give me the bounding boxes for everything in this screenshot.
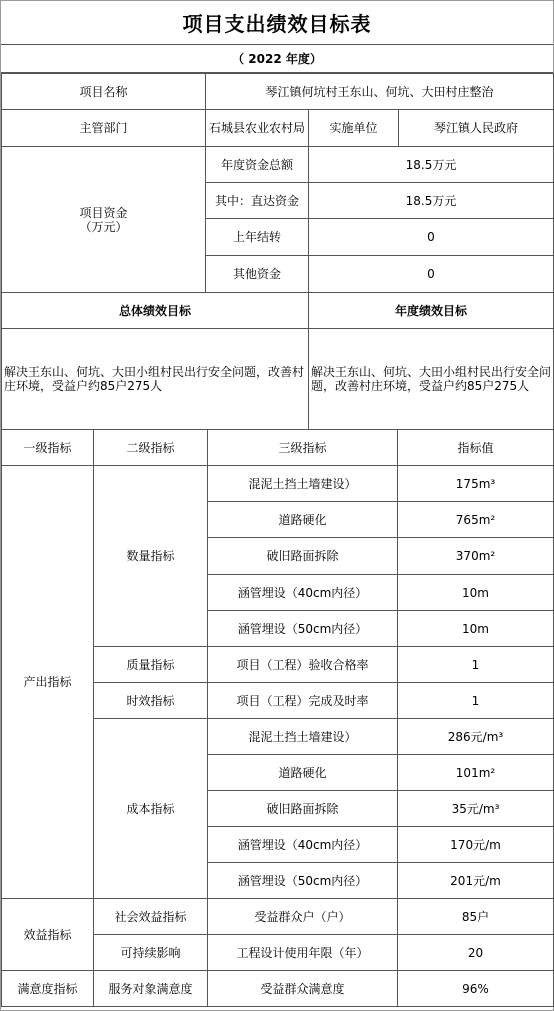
- indicator-name: 混泥土挡土墙建设）: [208, 719, 398, 755]
- indicator-name: 受益群众满意度: [208, 971, 398, 1007]
- indicator-name: 项目（工程）完成及时率: [208, 683, 398, 719]
- indicator-name: 涵管埋设（50cm内径）: [208, 863, 398, 899]
- indicator-name: 受益群众户（户）: [208, 899, 398, 935]
- fund-row-value: 18.5万元: [309, 183, 554, 219]
- indicator-name: 涵管埋设（40cm内径）: [208, 827, 398, 863]
- indicator-name: 道路硬化: [208, 755, 398, 791]
- impl-label: 实施单位: [309, 110, 399, 147]
- indicator-name: 道路硬化: [208, 502, 398, 538]
- indicator-name: 混泥土挡土墙建设）: [208, 466, 398, 502]
- indicator-value: 170元/m: [398, 827, 554, 863]
- annual-goal-text: 解决王东山、何坑、大田小组村民出行安全问题，改善村庄环境，受益户约85户275人: [309, 329, 554, 430]
- benefit-indicator-label: 效益指标: [2, 899, 94, 971]
- indicator-value: 286元/m³: [398, 719, 554, 755]
- cost-indicator-label: 成本指标: [94, 719, 208, 899]
- header-level3: 三级指标: [208, 430, 398, 466]
- social-benefit-label: 社会效益指标: [94, 899, 208, 935]
- indicator-name: 工程设计使用年限（年）: [208, 935, 398, 971]
- sustainability-label: 可持续影响: [94, 935, 208, 971]
- annual-goal-header: 年度绩效目标: [309, 293, 554, 329]
- indicator-value: 10m: [398, 611, 554, 647]
- header-level2: 二级指标: [94, 430, 208, 466]
- quantity-indicator-label: 数量指标: [94, 466, 208, 647]
- indicator-table: [1, 429, 554, 1007]
- header-value: 指标值: [398, 430, 554, 466]
- dept-value: 石城县农业农村局: [206, 110, 309, 147]
- funds-label: 项目资金 （万元）: [2, 147, 206, 293]
- quality-indicator-label: 质量指标: [94, 647, 208, 683]
- indicator-value: 20: [398, 935, 554, 971]
- impl-value: 琴江镇人民政府: [399, 110, 554, 147]
- fund-row-label: 其他资金: [206, 256, 309, 293]
- indicator-value: 1: [398, 683, 554, 719]
- indicator-value: 175m³: [398, 466, 554, 502]
- dept-label: 主管部门: [2, 110, 206, 147]
- project-name-value: 琴江镇何坑村王东山、何坑、大田村庄整治: [206, 74, 554, 110]
- fund-row-label: 年度资金总额: [206, 147, 309, 183]
- output-indicator-label: 产出指标: [2, 466, 94, 899]
- indicator-name: 项目（工程）验收合格率: [208, 647, 398, 683]
- fund-row-value: 0: [309, 256, 554, 293]
- service-satisfaction-label: 服务对象满意度: [94, 971, 208, 1007]
- indicator-value: 101m²: [398, 755, 554, 791]
- project-name-label: 项目名称: [2, 74, 206, 110]
- fund-row-label: 上年结转: [206, 219, 309, 256]
- overall-goal-text: 解决王东山、何坑、大田小组村民出行安全问题，改善村庄环境，受益户约85户275人: [2, 329, 309, 430]
- header-level1: 一级指标: [2, 430, 94, 466]
- indicator-value: 765m²: [398, 502, 554, 538]
- page-title: 项目支出绩效目标表: [1, 1, 553, 45]
- overall-goal-header: 总体绩效目标: [2, 293, 309, 329]
- indicator-name: 破旧路面拆除: [208, 791, 398, 827]
- fund-row-value: 18.5万元: [309, 147, 554, 183]
- fund-row-value: 0: [309, 219, 554, 256]
- indicator-value: 96%: [398, 971, 554, 1007]
- satisfaction-indicator-label: 满意度指标: [2, 971, 94, 1007]
- year-line: （ 2022 年度）: [1, 45, 553, 73]
- indicator-value: 370m²: [398, 538, 554, 575]
- fund-row-label: 其中：直达资金: [206, 183, 309, 219]
- indicator-name: 涵管埋设（40cm内径）: [208, 575, 398, 611]
- indicator-value: 10m: [398, 575, 554, 611]
- indicator-value: 201元/m: [398, 863, 554, 899]
- indicator-name: 涵管埋设（50cm内径）: [208, 611, 398, 647]
- indicator-name: 破旧路面拆除: [208, 538, 398, 575]
- timeliness-indicator-label: 时效指标: [94, 683, 208, 719]
- indicator-value: 35元/m³: [398, 791, 554, 827]
- indicator-value: 1: [398, 647, 554, 683]
- indicator-value: 85户: [398, 899, 554, 935]
- basic-info-table: [1, 73, 554, 430]
